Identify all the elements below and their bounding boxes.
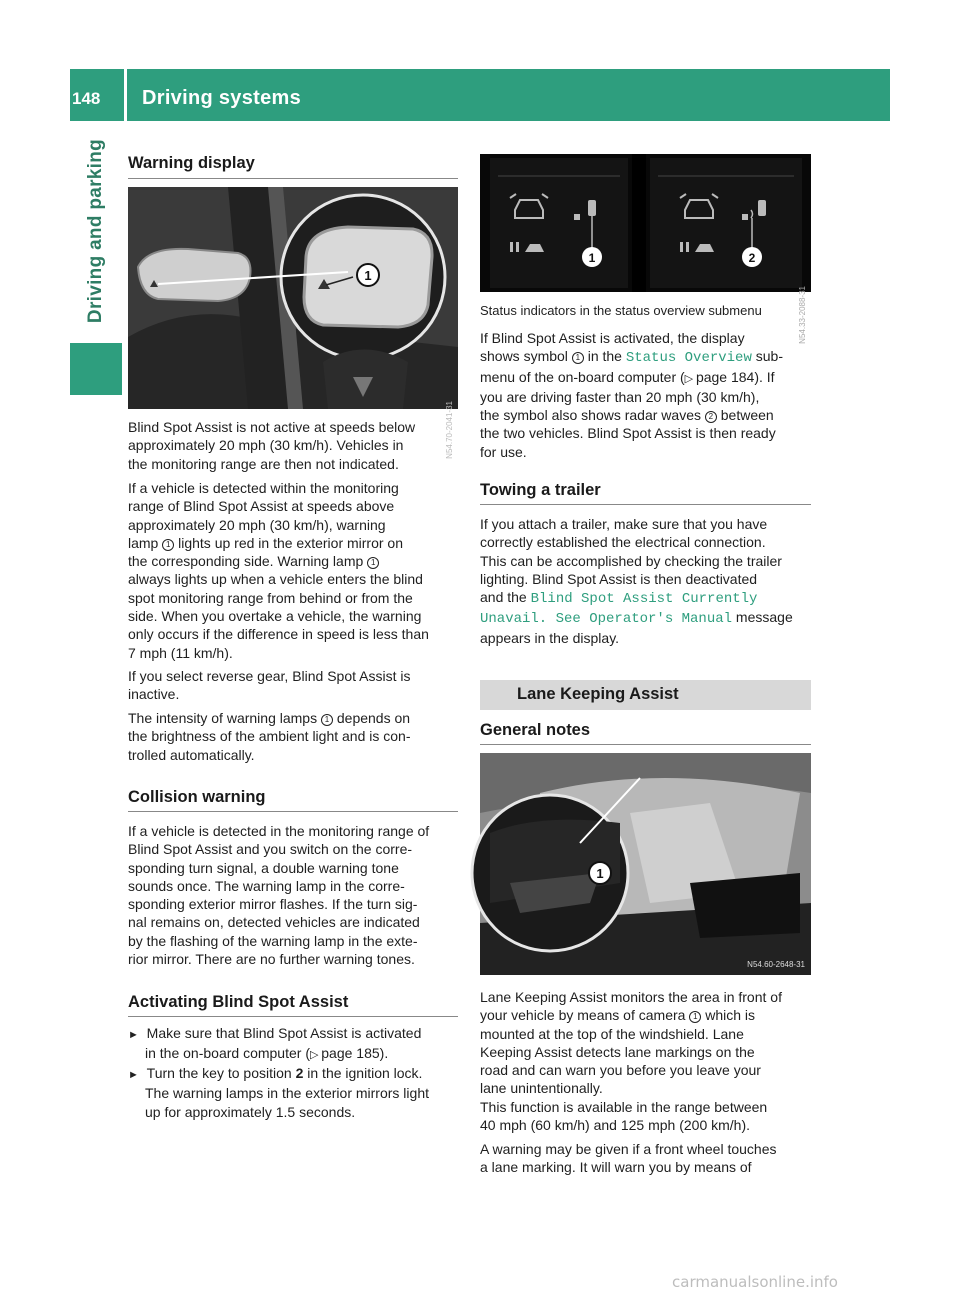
heading-activating: Activating Blind Spot Assist <box>128 993 349 1011</box>
svg-text:2: 2 <box>748 251 756 265</box>
watermark-url: carmanualsonline.info <box>672 1273 838 1291</box>
header-divider <box>124 69 127 121</box>
paragraph: If a vehicle is detected within the monitoring range of Blind Spot Assist at speeds above approximately 20 mph (30 km/h), warning lamp 1 lights up red in the exterior mirror on the corresponding side. Warning lamp 1 always lights up when a vehicle enters the blind spot monitoring range from behind or from the side. When you overtake a vehicle, the warning only occurs if the difference in speed is less than 7 mph (11 km/h). <box>128 480 429 661</box>
rule <box>128 811 458 812</box>
mirror-illustration <box>128 187 458 409</box>
image-code: N54.33-2088-31 <box>798 286 807 344</box>
display-message: Unavail. See Operator's Manual <box>480 611 733 628</box>
callout-1: 1 <box>689 1011 701 1023</box>
rule <box>128 178 458 179</box>
paragraph: If you attach a trailer, make sure that you have correctly established the electrical connection. This can be accomplished by checking the trailer lighting. Blind Spot Assist is then deactivated and the Blind Spot Assist Currently Unavail. See Operator's Manual message appears in the display. <box>480 516 793 646</box>
callout-2: 2 <box>705 411 717 423</box>
camera-location-image <box>480 753 811 975</box>
paragraph: If Blind Spot Assist is activated, the display shows symbol 1 in the Status Overview sub- menu of the on-board computer (▷ page 184). If you are driving faster than 20 mph (30 km/h), the symbol also shows radar waves 2 between the two vehicles. Blind Spot Assist is then ready for use. <box>480 330 783 460</box>
paragraph: This function is available in the range between 40 mph (60 km/h) and 125 mph (200 km/h). <box>480 1099 768 1134</box>
display-message: Status Overview <box>625 350 752 367</box>
svg-text:1: 1 <box>596 866 604 881</box>
bullet-item: ► Turn the key to position 2 in the ignition lock. The warning lamps in the exterior mirrors light up for approximately 1.5 seconds. <box>128 1065 429 1120</box>
side-tab-marker <box>70 343 122 395</box>
rule <box>480 504 811 505</box>
page-title: Driving systems <box>142 87 302 109</box>
page-ref-arrow-icon: ▷ <box>684 372 694 385</box>
callout-1: 1 <box>321 714 333 726</box>
side-tab-title: Driving and parking <box>85 138 106 324</box>
heading-towing: Towing a trailer <box>480 481 601 499</box>
section-title-lane-keeping: Lane Keeping Assist <box>517 685 679 703</box>
image-code: N54.60-2648-31 <box>747 960 805 969</box>
paragraph: If you select reverse gear, Blind Spot Assist is inactive. <box>128 668 411 703</box>
status-overview-illustration <box>480 154 811 292</box>
image-caption: Status indicators in the status overview submenu <box>480 303 762 318</box>
page-ref-arrow-icon: ▷ <box>309 1049 319 1062</box>
callout-1: 1 <box>572 352 584 364</box>
rule <box>480 744 811 745</box>
heading-warning-display: Warning display <box>128 154 255 172</box>
svg-text:1: 1 <box>364 268 372 283</box>
callout-1: 1 <box>367 557 379 569</box>
heading-collision-warning: Collision warning <box>128 788 266 806</box>
windshield-illustration <box>480 753 811 975</box>
paragraph: Lane Keeping Assist monitors the area in front of your vehicle by means of camera 1 which is mounted at the top of the windshield. Lane Keeping Assist detects lane markings on the road and can warn you before you leave your lane unintentionally. <box>480 989 782 1097</box>
paragraph: The intensity of warning lamps 1 depends on the brightness of the ambient light and is con- trolled automatically. <box>128 710 411 763</box>
paragraph: A warning may be given if a front wheel touches a lane marking. It will warn you by means of <box>480 1141 777 1176</box>
rule <box>128 1016 458 1017</box>
paragraph: If a vehicle is detected in the monitoring range of Blind Spot Assist and you switch on the corre- sponding turn signal, a double warning tone sounds once. The warning lamp in the corre- sponding exterior mirror flashes. If the turn sig- nal remains on, detected vehicles are indicated by the flashing of the warning lamp in the exte- rior mirror. There are no further warning tones. <box>128 823 430 968</box>
bullet-arrow-icon: ► <box>128 1069 139 1081</box>
callout-1: 1 <box>162 539 174 551</box>
svg-text:1: 1 <box>588 251 596 265</box>
bullet-item: ► Make sure that Blind Spot Assist is activated in the on-board computer (▷ page 185). <box>128 1025 422 1062</box>
paragraph: Blind Spot Assist is not active at speeds below approximately 20 mph (30 km/h). Vehicles in the monitoring range are then not indicated. <box>128 419 416 472</box>
display-message: Blind Spot Assist Currently <box>530 591 758 608</box>
page-number: 148 <box>72 89 101 108</box>
heading-general-notes: General notes <box>480 721 591 739</box>
bullet-arrow-icon: ► <box>128 1029 139 1041</box>
image-code: N54.70-2041-31 <box>445 401 454 459</box>
